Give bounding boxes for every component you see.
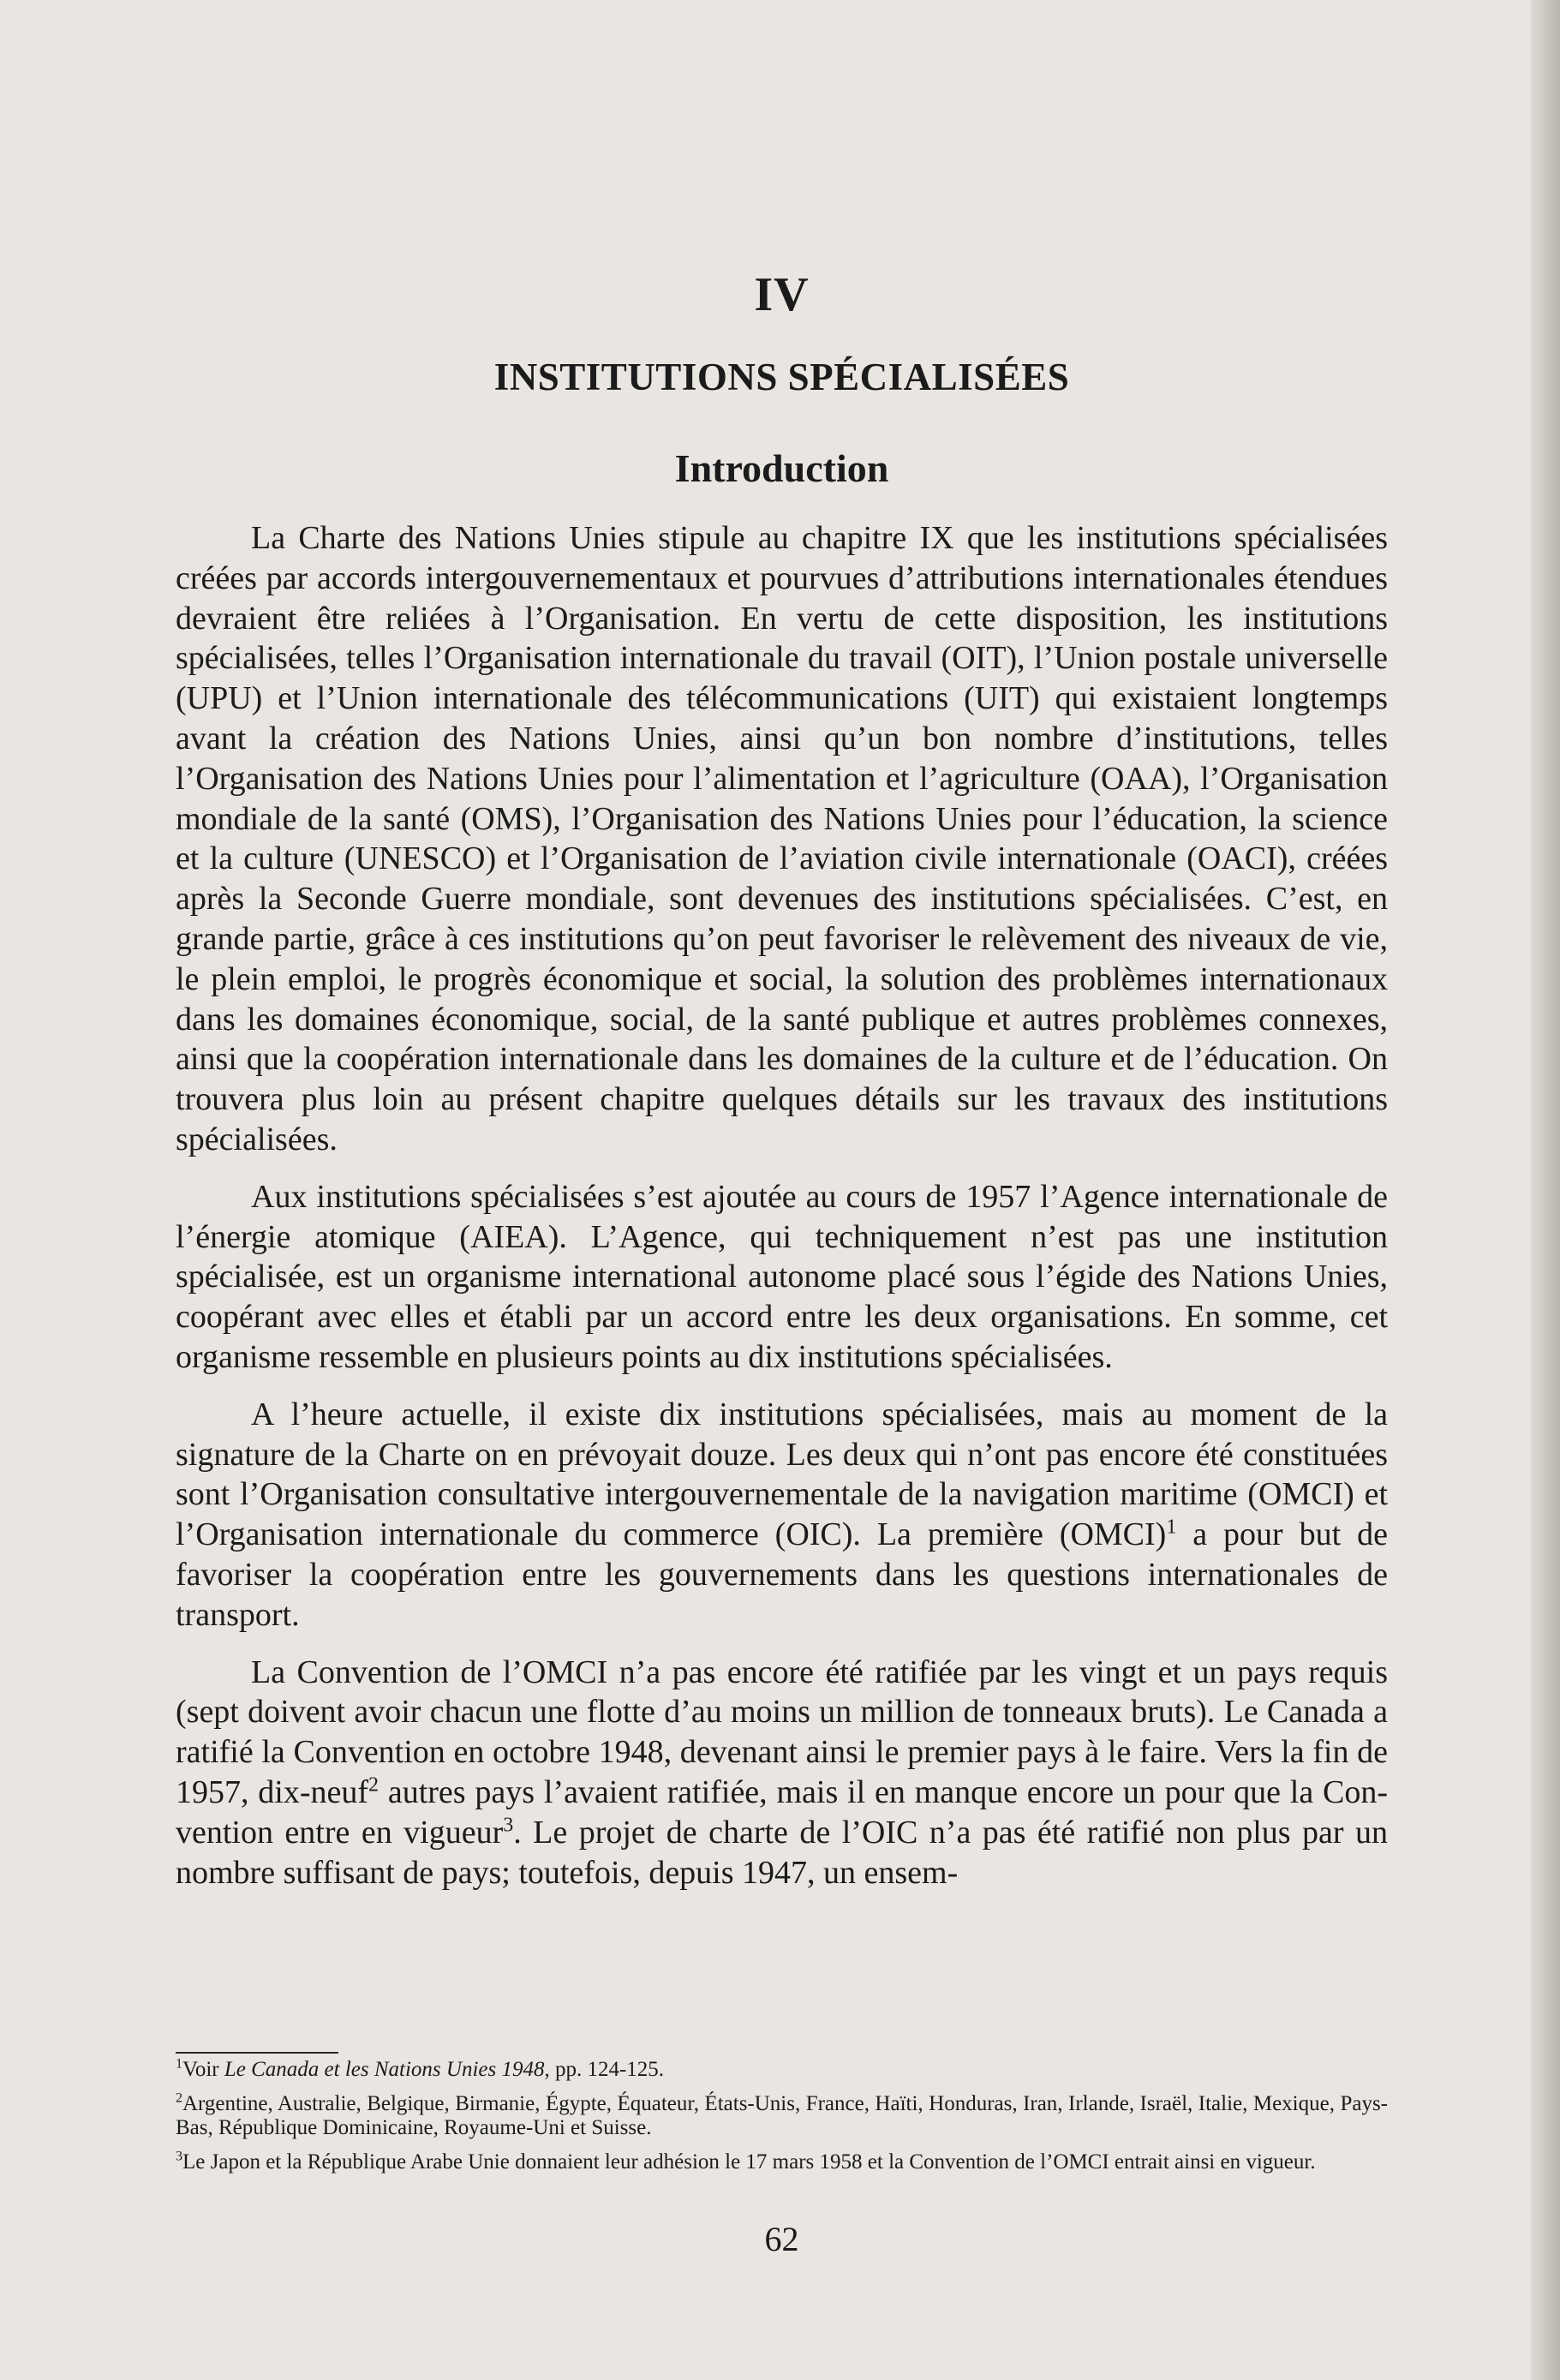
footnote-text: , pp. 124-125.: [544, 2058, 665, 2081]
paragraph: La Charte des Nations Unies stipule au chapitre IX que les institutions spécialisées créées par accords intergouvernementaux et pourvues d’attributions internationales étendues devraient être reliées à l’Organisation. En vertu de cette disposition, les institutions spécialisées, telles l’Organisation internationale du travail (OIT), l’Union postale universelle (UPU) et l’Union internationale des télécommunications (UIT) qui existaient longtemps avant la création des Nations Unies, ainsi qu’un bon nombre d’institutions, telles l’Organisation des Nations Unies pour l’alimentation et l’agriculture (OAA), l’Organisation mondiale de la santé (OMS), l’Organisation des Nations Unies pour l’éducation, la science et la culture (UNESCO) et l’Organisation de l’aviation civile internationale (OACI), créées après la Seconde Guerre mondiale, sont devenues des institutions spécialisées. C’est, en grande partie, grâce à ces institutions qu’on peut favoriser le relèvement des niveaux de vie, le plein emploi, le progrès économique et social, la solution des problèmes internationaux dans les domaines économique, social, de la santé publique et autres problèmes connexes, ainsi que la coopération internationale dans les domaines de la culture et de l’éducation. On trouvera plus loin au présent chapitre quelques détails sur les travaux des institutions spécialisées.: [176, 520, 1388, 1157]
paragraph-text: A l’heure actuelle, il existe dix institutions spécialisées, mais au moment de la signature de la Charte on en prévoyait douze. Les deux qui n’ont pas encore été constituées sont l’Organisation consultative intergouvernementale de la navigation maritime (OMCI) et l’Organisation internationale du commerce (OIC). La première (OMCI): [176, 1396, 1388, 1553]
footnote-text: Le Japon et la République Arabe Unie donnaient leur adhésion le 17 mars 1958 et la Convention de l’OMCI entrait ainsi en vigueur.: [182, 2150, 1316, 2174]
chapter-number: IV: [754, 268, 810, 321]
footnote-divider: [176, 2052, 338, 2054]
paragraph-text: La Convention de l’OMCI n’a pas encore été ratifiée par les vingt et un pays requis (sept doivent avoir chacun une flotte d’au moins un million de tonneaux bruts). Le Canada a ratifié la Convention en octobre 1948, devenant ainsi le premier pays à le faire. Vers la fin de 1957, dix-neuf: [176, 1653, 1388, 1810]
footnote: [176, 2150, 1388, 2174]
paragraph: Aux institutions spécialisées s’est ajoutée au cours de 1957 l’Agence internationale de l’énergie atomique (AIEA). L’Agence, qui techniquement n’est pas une institution spécialisée, est un organisme international autonome placé sous l’égide des Nations Unies, coopérant avec elles et établi par un accord entre les deux organisations. En somme, cet organisme ressemble en plusieurs points au dix institutions spécialisées.: [176, 1178, 1388, 1375]
footnote-mark: 1: [176, 2056, 182, 2072]
page-edge-shadow: [1531, 0, 1560, 2380]
footnote-mark: 2: [176, 2090, 182, 2106]
footnote: [176, 2058, 1388, 2082]
footnote: [176, 2092, 1388, 2140]
paragraph-text: a pour but de favoriser la coopération entre les gouvernements dans les questions internationales de transport.: [176, 1516, 1388, 1633]
book-page: [176, 0, 1388, 2380]
footnote-text: Argentine, Australie, Belgique, Birmanie, Égypte, Équateur, États-Unis, France, Haïti, Honduras, Iran, Irlande, Israël, Italie, Mexique, Pays-Bas, République Dominicaine, Royaume-Uni et Suisse.: [176, 2092, 1388, 2139]
body-text: [176, 518, 1388, 1893]
paragraph: [176, 1395, 1388, 1636]
footnotes: [176, 2058, 1388, 2185]
footnote-ref: 1: [1166, 1516, 1177, 1539]
page-number: 62: [764, 2220, 799, 2258]
chapter-title: INSTITUTIONS SPÉCIALISÉES: [493, 356, 1070, 398]
footnote-ref: 2: [368, 1773, 380, 1797]
paragraph-text: . Le projet de charte de l’OIC n’a pas été ratifié non plus par un nombre suffisant de pays; toutefois, depuis 1947, un ensem-: [176, 1814, 1388, 1891]
footnote-text: Voir: [182, 2058, 224, 2081]
footnote-title: Le Canada et les Nations Unies 1948: [224, 2058, 545, 2081]
footnote-mark: 3: [176, 2149, 182, 2164]
paragraph-text: autres pays l’avaient ratifiée, mais il en manque encore un pour que la Convention entre en vigueur: [176, 1773, 1388, 1851]
footnote-ref: 3: [503, 1814, 514, 1837]
paragraph: [176, 1653, 1388, 1893]
section-title: Introduction: [674, 446, 889, 490]
